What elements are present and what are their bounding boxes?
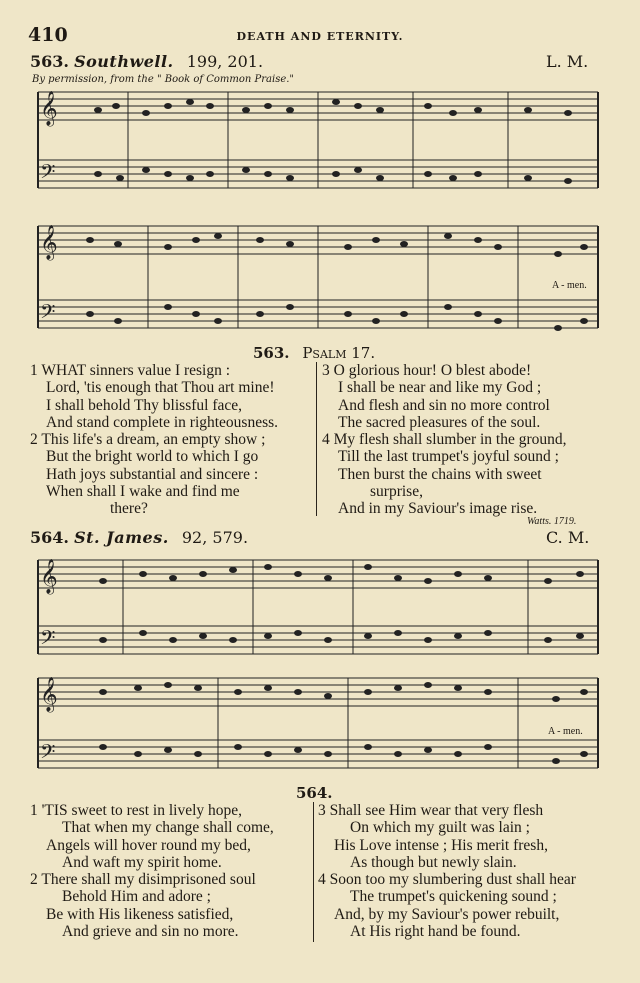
hymn-563-number: 563. xyxy=(30,52,69,71)
verse-line: 2 There shall my disimprisoned soul xyxy=(30,871,256,889)
verse-line: 4 Soon too my slumbering dust shall hear xyxy=(318,871,576,889)
hymn-564-amen: A - men. xyxy=(548,726,583,737)
verse-line: Be with His likeness satisfied, xyxy=(46,905,234,923)
hymn-563-text-number: 563. xyxy=(253,344,290,362)
verse-line: His Love intense ; His merit fresh, xyxy=(334,836,548,854)
svg-text:𝄢: 𝄢 xyxy=(40,300,56,328)
svg-text:𝄞: 𝄞 xyxy=(40,225,58,260)
verse-line: 1 'TIS sweet to rest in lively hope, xyxy=(30,802,243,819)
verse-line: The trumpet's quickening sound ; xyxy=(350,888,557,906)
verse-line: Angels will hover round my bed, xyxy=(46,836,251,854)
verse-line: And in my Saviour's image rise. xyxy=(338,500,538,518)
hymn-563-amen: A - men. xyxy=(552,280,587,291)
verse-line: As though but newly slain. xyxy=(350,853,517,871)
verse-line: Behold Him and adore ; xyxy=(62,888,211,906)
verse-line: The sacred pleasures of the soul. xyxy=(338,413,541,431)
verse-line: I shall be near and like my God ; xyxy=(338,379,542,397)
hymn-563-tune: Southwell. xyxy=(74,52,174,71)
column-divider xyxy=(313,802,314,942)
hymn-564-tune: St. James. xyxy=(74,528,169,547)
svg-text:𝄞: 𝄞 xyxy=(40,91,58,126)
verse-line: Till the last trumpet's joyful sound ; xyxy=(338,448,559,466)
verse-line: Hath joys substantial and sincere : xyxy=(46,465,259,483)
hymn-564-refs: 92, 579. xyxy=(181,528,249,547)
svg-text:𝄞: 𝄞 xyxy=(40,677,58,712)
verse-line: And flesh and sin no more control xyxy=(338,396,550,414)
hymn-564-verses-left xyxy=(30,802,310,940)
column-divider xyxy=(316,362,317,516)
verse-line: 3 Shall see Him wear that very flesh xyxy=(318,802,544,819)
verse-line: On which my guilt was lain ; xyxy=(350,819,530,837)
music-system-564-b xyxy=(28,668,608,780)
hymn-564-text-heading: 564. xyxy=(296,784,333,802)
running-head: DEATH AND ETERNITY. xyxy=(236,30,404,43)
svg-text:𝄞: 𝄞 xyxy=(40,559,58,594)
hymn-563-verses-right xyxy=(322,362,612,518)
hymn-563-attribution: Watts. 1719. xyxy=(527,516,577,527)
svg-text:𝄢: 𝄢 xyxy=(40,740,56,768)
hymn-563-credit: By permission, from the " Book of Common Praise." xyxy=(32,74,295,85)
verse-line: And waft my spirit home. xyxy=(62,853,222,871)
verse-line: 1 WHAT sinners value I resign : xyxy=(30,362,231,379)
hymn-563-verses-left xyxy=(30,362,310,518)
psalm-label: Psalm 17. xyxy=(302,344,376,362)
svg-text:𝄢: 𝄢 xyxy=(40,160,56,188)
music-system-563-b xyxy=(28,212,608,342)
music-system-564-a xyxy=(28,550,608,665)
verse-line: And stand complete in righteousness. xyxy=(46,413,279,431)
verse-line: That when my change shall come, xyxy=(62,819,274,837)
hymn-564-number: 564. xyxy=(30,528,69,547)
hymn-564-verses-right xyxy=(318,802,613,940)
verse-line: there? xyxy=(110,500,148,518)
hymn-563-heading xyxy=(30,52,263,71)
verse-line: At His right hand be found. xyxy=(350,923,521,941)
verse-line: When shall I wake and find me xyxy=(46,483,240,501)
verse-line: 3 O glorious hour! O blest abode! xyxy=(322,362,532,379)
hymn-564-heading xyxy=(30,528,248,547)
hymn-563-text-heading xyxy=(253,344,375,362)
verse-line: And, by my Saviour's power rebuilt, xyxy=(334,905,560,923)
verse-line: 4 My flesh shall slumber in the ground, xyxy=(322,431,567,449)
verse-line: surprise, xyxy=(370,483,423,501)
hymn-563-meter: L. M. xyxy=(546,52,589,71)
music-system-563-a xyxy=(28,88,608,208)
verse-line: Then burst the chains with sweet xyxy=(338,465,542,483)
verse-line: I shall behold Thy blissful face, xyxy=(46,396,243,414)
page-number: 410 xyxy=(28,24,68,46)
verse-line: Lord, 'tis enough that Thou art mine! xyxy=(46,379,275,397)
verse-line: But the bright world to which I go xyxy=(46,448,259,466)
hymn-564-meter: C. M. xyxy=(546,528,590,547)
svg-text:𝄢: 𝄢 xyxy=(40,626,56,654)
verse-line: 2 This life's a dream, an empty show ; xyxy=(30,431,266,449)
hymn-563-refs: 199, 201. xyxy=(186,52,264,71)
verse-line: And grieve and sin no more. xyxy=(62,923,239,941)
